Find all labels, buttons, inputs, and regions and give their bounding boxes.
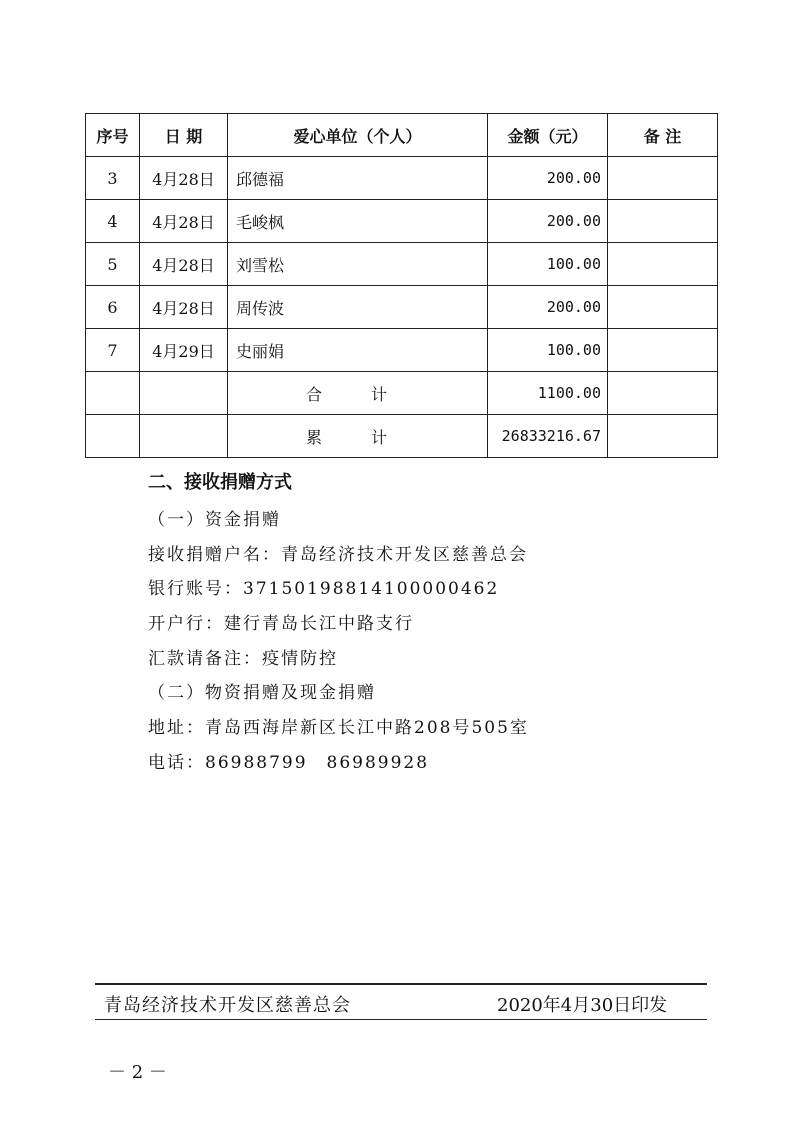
header-seq: 序号 bbox=[86, 114, 140, 157]
row-date: 4月28日 bbox=[140, 200, 228, 243]
phone: 电话：86988799 86989928 bbox=[148, 753, 430, 773]
row-date: 4月28日 bbox=[140, 286, 228, 329]
total-amount: 26833216.67 bbox=[488, 415, 608, 458]
donation-table bbox=[85, 113, 718, 458]
row-date: 4月28日 bbox=[140, 157, 228, 200]
remittance-note: 汇款请备注：疫情防控 bbox=[148, 649, 338, 669]
row-note bbox=[608, 286, 718, 329]
row-donor: 周传波 bbox=[228, 286, 488, 329]
row-seq: 4 bbox=[86, 200, 140, 243]
header-date: 日 期 bbox=[140, 114, 228, 157]
footer-org: 青岛经济技术开发区慈善总会 bbox=[104, 995, 351, 1016]
section-title: 二、接收捐赠方式 bbox=[148, 472, 292, 493]
row-seq: 7 bbox=[86, 329, 140, 372]
row-donor: 毛峻枫 bbox=[228, 200, 488, 243]
row-amount: 100.00 bbox=[488, 243, 608, 286]
row-seq: 5 bbox=[86, 243, 140, 286]
row-amount: 200.00 bbox=[488, 157, 608, 200]
footer-top-rule bbox=[95, 983, 707, 985]
footer-bottom-rule bbox=[95, 1019, 707, 1020]
total-label: 累 计 bbox=[228, 415, 488, 458]
row-note bbox=[608, 329, 718, 372]
table-row bbox=[86, 200, 718, 243]
row-amount: 100.00 bbox=[488, 329, 608, 372]
header-donor: 爱心单位（个人） bbox=[228, 114, 488, 157]
address: 地址：青岛西海岸新区长江中路208号505室 bbox=[148, 718, 529, 738]
subtotal-label: 合 计 bbox=[228, 372, 488, 415]
row-note bbox=[608, 200, 718, 243]
row-date: 4月29日 bbox=[140, 329, 228, 372]
page-number: － 2 － bbox=[108, 1062, 167, 1083]
subtotal-amount: 1100.00 bbox=[488, 372, 608, 415]
subsection-goods: （二）物资捐赠及现金捐赠 bbox=[148, 683, 376, 703]
row-donor: 史丽娟 bbox=[228, 329, 488, 372]
table-row bbox=[86, 157, 718, 200]
total-row bbox=[86, 415, 718, 458]
table-row bbox=[86, 243, 718, 286]
table-row bbox=[86, 329, 718, 372]
row-donor: 刘雪松 bbox=[228, 243, 488, 286]
table-row bbox=[86, 286, 718, 329]
row-note bbox=[608, 157, 718, 200]
subtotal-row bbox=[86, 372, 718, 415]
bank-branch: 开户行：建行青岛长江中路支行 bbox=[148, 614, 414, 634]
header-note: 备 注 bbox=[608, 114, 718, 157]
row-donor: 邱德福 bbox=[228, 157, 488, 200]
row-seq: 6 bbox=[86, 286, 140, 329]
footer-date: 2020年4月30日印发 bbox=[497, 995, 668, 1016]
header-amount: 金额（元） bbox=[488, 114, 608, 157]
row-date: 4月28日 bbox=[140, 243, 228, 286]
row-seq: 3 bbox=[86, 157, 140, 200]
bank-account: 银行账号：37150198814100000462 bbox=[148, 579, 500, 599]
row-amount: 200.00 bbox=[488, 286, 608, 329]
row-note bbox=[608, 243, 718, 286]
subsection-cash: （一）资金捐赠 bbox=[148, 510, 281, 530]
table-header-row bbox=[86, 114, 718, 157]
row-amount: 200.00 bbox=[488, 200, 608, 243]
account-name: 接收捐赠户名：青岛经济技术开发区慈善总会 bbox=[148, 545, 528, 565]
